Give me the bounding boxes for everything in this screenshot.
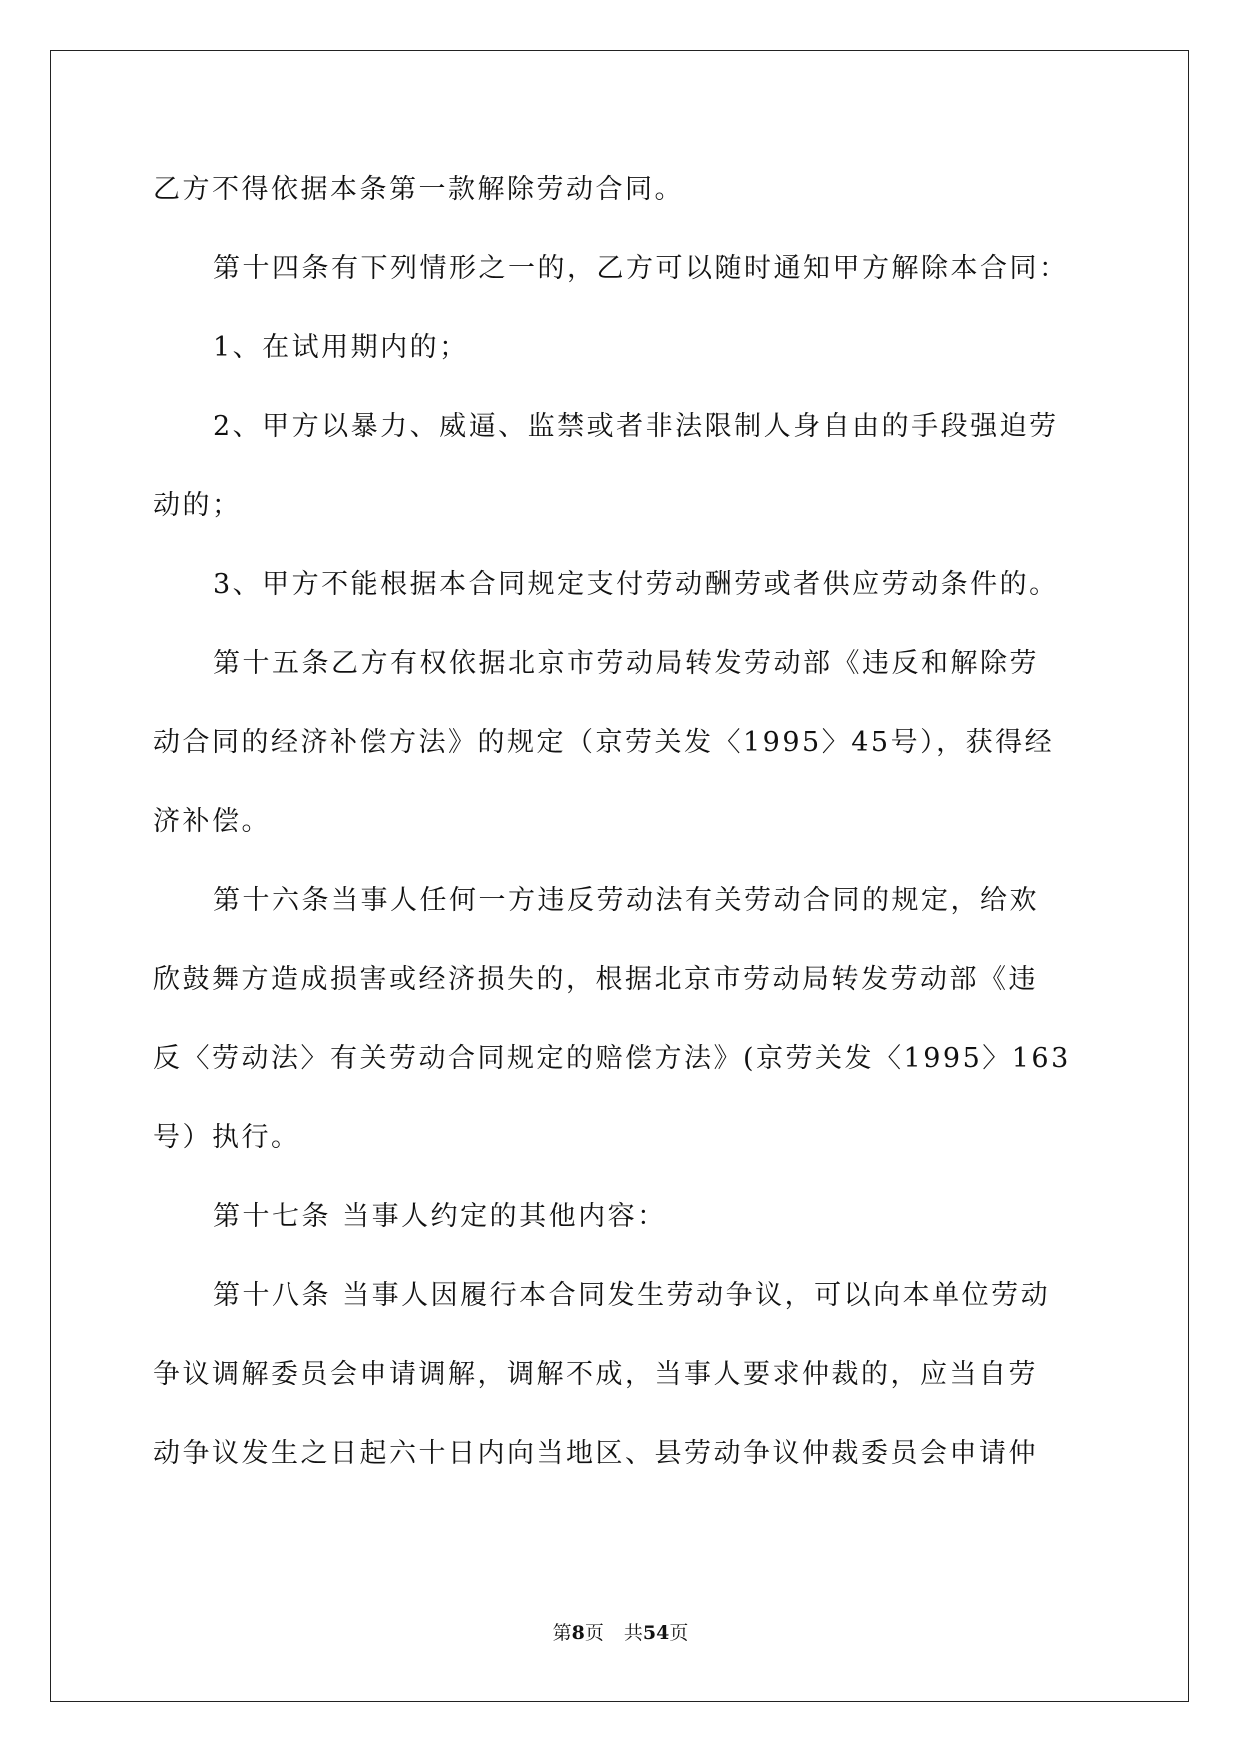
paragraph-line: 争议调解委员会申请调解，调解不成，当事人要求仲裁的，应当自劳 bbox=[153, 1359, 1038, 1390]
total-pages: 54 bbox=[642, 1622, 670, 1644]
document-body bbox=[153, 150, 1088, 1493]
paragraph-line: 欣鼓舞方造成损害或经济损失的，根据北京市劳动局转发劳动部《违 bbox=[153, 964, 1038, 995]
paragraph-line: 3、甲方不能根据本合同规定支付劳动酬劳或者供应劳动条件的。 bbox=[213, 569, 1059, 600]
paragraph-line: 第十六条当事人任何一方违反劳动法有关劳动合同的规定，给欢 bbox=[213, 885, 1039, 916]
paragraph-line: 动的； bbox=[153, 490, 242, 521]
paragraph-line: 动合同的经济补偿方法》的规定（京劳关发〈1995〉45号），获得经 bbox=[153, 727, 1055, 758]
paragraph-line: 反〈劳动法〉有关劳动合同规定的赔偿方法》(京劳关发〈1995〉163 bbox=[153, 1043, 1071, 1074]
paragraph-line: 济补偿。 bbox=[153, 806, 271, 837]
paragraph-line: 乙方不得依据本条第一款解除劳动合同。 bbox=[153, 174, 684, 205]
paragraph-line: 动争议发生之日起六十日内向当地区、县劳动争议仲裁委员会申请仲 bbox=[153, 1438, 1038, 1469]
paragraph-line: 第十八条 当事人因履行本合同发生劳动争议，可以向本单位劳动 bbox=[213, 1280, 1051, 1311]
paragraph-line: 号）执行。 bbox=[153, 1122, 301, 1153]
total-prefix: 共 bbox=[623, 1622, 643, 1644]
paragraph-line: 第十七条 当事人约定的其他内容： bbox=[213, 1201, 667, 1232]
page-footer bbox=[0, 1618, 1241, 1645]
page-number: 8 bbox=[571, 1622, 585, 1644]
paragraph-line: 1、在试用期内的； bbox=[213, 332, 469, 363]
page-prefix: 第 bbox=[552, 1622, 572, 1644]
paragraph-line: 2、甲方以暴力、威逼、监禁或者非法限制人身自由的手段强迫劳 bbox=[213, 411, 1059, 442]
total-suffix: 页 bbox=[669, 1622, 689, 1644]
page-suffix: 页 bbox=[584, 1622, 604, 1644]
paragraph-line: 第十五条乙方有权依据北京市劳动局转发劳动部《违反和解除劳 bbox=[213, 648, 1039, 679]
paragraph-line: 第十四条有下列情形之一的，乙方可以随时通知甲方解除本合同： bbox=[213, 253, 1069, 284]
